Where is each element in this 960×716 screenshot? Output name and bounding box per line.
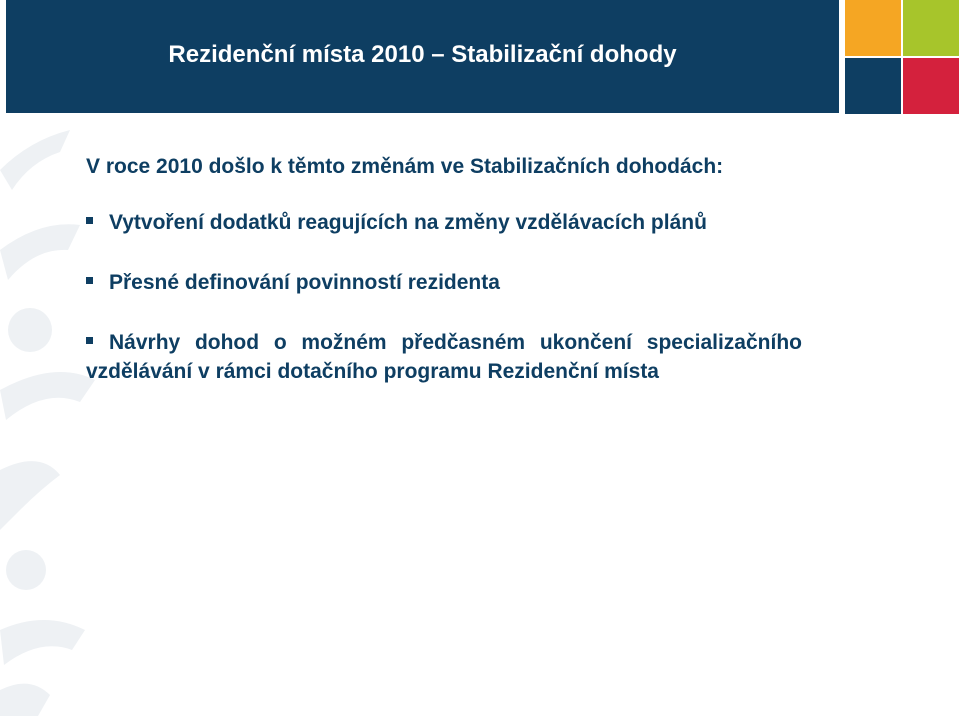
bullet-item-3: [86, 328, 802, 386]
logo-square-orange: [845, 0, 901, 56]
slide-title: Rezidenční místa 2010 – Stabilizační dohody: [168, 41, 677, 68]
intro-paragraph: V roce 2010 došlo k těmto změnám ve Stabilizačních dohodách:: [86, 155, 724, 178]
bullet-item-2: [86, 268, 802, 297]
bullet-text: Vytvoření dodatků reagujících na změny vzdělávacích plánů: [109, 211, 707, 234]
slide-body: [86, 152, 802, 417]
bullet-text: Přesné definování povinností rezidenta: [109, 271, 500, 294]
logo-square-navy: [845, 58, 901, 114]
bullet-item-1: [86, 208, 802, 237]
title-bar: [6, 0, 839, 113]
square-bullet-icon: [86, 277, 93, 284]
square-bullet-icon: [86, 217, 93, 224]
bullet-text: Návrhy dohod o možném předčasném ukončení specializačního vzdělávání v rámci dotačního programu Rezidenční místa: [86, 331, 802, 383]
logo-square-green: [903, 0, 959, 56]
square-bullet-icon: [86, 337, 93, 344]
logo-square-red: [903, 58, 959, 114]
